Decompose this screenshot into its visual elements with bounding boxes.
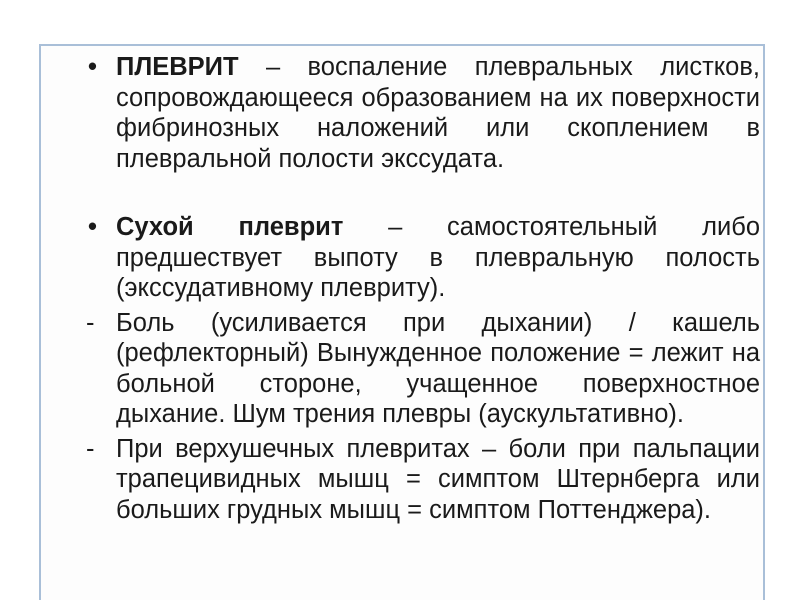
paragraph-pleurisy-definition xyxy=(86,52,760,174)
paragraph-symptoms xyxy=(86,308,760,430)
dry-pleurisy-text: – самостоятельный либо предшествует выпоту в плевральную полость (экссудативному плевриту). xyxy=(116,213,761,302)
content-frame xyxy=(39,44,765,600)
term-pleurisy: ПЛЕВРИТ xyxy=(116,53,239,81)
dash-marker: - xyxy=(86,308,95,337)
symptoms-text: Боль (усиливается при дыхании) / кашель (рефлекторный) Вынужденное положение = лежит на больной стороне, учащенное поверхностное дыхание. Шум трения плевры (аускультативно). xyxy=(116,308,760,428)
text-content xyxy=(86,52,760,525)
bullet-marker: • xyxy=(88,53,97,81)
paragraph-apical-pleurisy xyxy=(86,434,760,526)
definition-text: – воспаление плевральных листков, сопровождающееся образованием на их поверхности фибринозных наложений или скоплением в плевральной полости экссудата. xyxy=(116,53,760,173)
apical-pleurisy-text: При верхушечных плевритах – боли при пальпации трапецивидных мышц = симптом Штернберга или больших грудных мышц = симптом Поттенджера). xyxy=(116,434,760,524)
term-dry-pleurisy: Сухой плеврит xyxy=(116,213,344,241)
paragraph-spacer xyxy=(86,174,760,212)
bullet-marker: • xyxy=(88,213,97,241)
paragraph-dry-pleurisy xyxy=(86,212,760,304)
dash-marker: - xyxy=(86,434,95,463)
